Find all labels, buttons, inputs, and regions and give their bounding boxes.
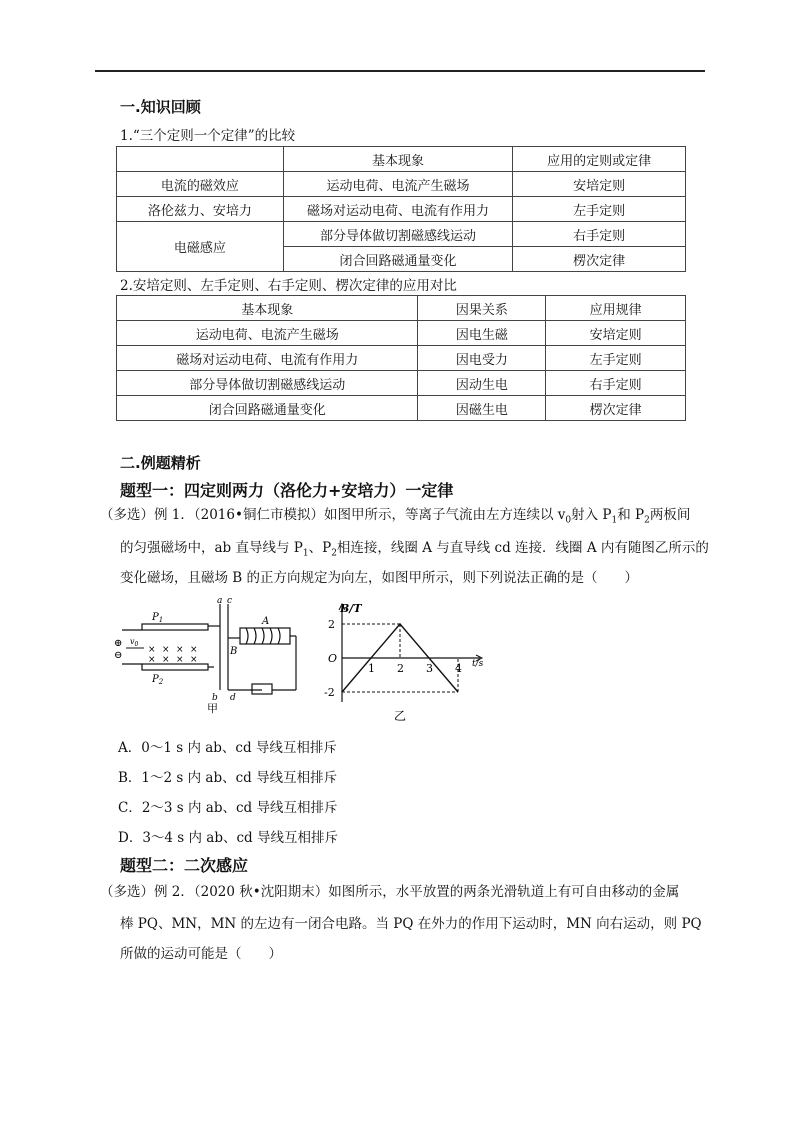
table-cell: 洛伦兹力、安培力 [117, 197, 284, 222]
table-row [117, 197, 686, 222]
table-cell: 左手定则 [546, 346, 686, 371]
option-d[interactable]: D．3～4 s 内 ab、cd 导线互相排斥 [118, 830, 338, 846]
table-cell: 磁场对运动电荷、电流有作用力 [117, 346, 418, 371]
table-cell: 因动生电 [418, 371, 546, 396]
table-cell: 安培定则 [546, 321, 686, 346]
x-tick-label: 4 [455, 662, 462, 675]
table-cell: 电磁感应 [117, 222, 284, 272]
option-a[interactable]: A．0～1 s 内 ab、cd 导线互相排斥 [118, 740, 337, 756]
table-cell: 楞次定律 [513, 247, 686, 272]
y-tick-label: -2 [324, 686, 335, 699]
x-tick-label: 1 [368, 662, 375, 675]
table-cell: 因电受力 [418, 346, 546, 371]
cross-icon: × [162, 645, 170, 655]
table-cell: 运动电荷、电流产生磁场 [283, 172, 513, 197]
cross-icon: × [190, 655, 198, 665]
table-row [117, 371, 686, 396]
origin-label: O [328, 652, 338, 665]
table-cell: 应用的定则或定律 [513, 147, 686, 172]
header-rule [95, 70, 705, 72]
section1-title: 一.知识回顾 [120, 98, 201, 116]
label-c: c [227, 596, 233, 606]
table-cell: 磁场对运动电荷、电流有作用力 [283, 197, 513, 222]
table-row [117, 172, 686, 197]
table-cell: 电流的磁效应 [117, 172, 284, 197]
table-row [117, 396, 686, 421]
table-cell [117, 147, 284, 172]
table-cell: 右手定则 [513, 222, 686, 247]
label-a: a [217, 596, 223, 606]
table-cell: 右手定则 [546, 371, 686, 396]
rheostat [252, 684, 272, 694]
example2-line3: 所做的运动可能是（ ） [120, 946, 282, 962]
example1-line3: 变化磁场，且磁场 B 的正方向规定为向左，如图甲所示，则下列说法正确的是（ ） [120, 570, 639, 586]
plate-p1 [142, 624, 208, 630]
label-v0: $v_0$ [130, 637, 139, 648]
cross-icon: × [176, 655, 184, 665]
table1-caption: 1.“三个定则一个定律”的比较 [120, 128, 296, 144]
table-cell: 部分导体做切割磁感线运动 [283, 222, 513, 247]
table-cell: 左手定则 [513, 197, 686, 222]
cross-icon: × [176, 645, 184, 655]
figure-jia [112, 596, 297, 716]
y-axis-label: B/T [340, 602, 362, 615]
table-row [117, 346, 686, 371]
table-cell: 因电生磁 [418, 321, 546, 346]
option-c[interactable]: C．2～3 s 内 ab、cd 导线互相排斥 [118, 800, 338, 816]
minus-icon: ⊖ [114, 650, 123, 661]
label-coil-a: A [262, 616, 270, 627]
table-cell: 安培定则 [513, 172, 686, 197]
type1-title: 题型一：四定则两力（洛伦力+安培力）一定律 [120, 481, 454, 500]
table-cell: 闭合回路磁通量变化 [283, 247, 513, 272]
x-axis-label: t/s [472, 659, 484, 669]
label-p2: $P_2$ [152, 674, 164, 686]
figure-yi-chart [300, 600, 484, 725]
label-p1: $P_1$ [152, 612, 164, 624]
cross-icon: × [162, 655, 170, 665]
table-row [117, 147, 686, 172]
table-cell: 应用规律 [546, 296, 686, 321]
example1-line2: 的匀强磁场中，ab 直导线与 $P_1$、$P_2$相连接，线圈 A 与直导线 cd 连接．线圈 A 内有随图乙所示的 [120, 540, 709, 559]
example2-line2: 棒 PQ、MN，MN 的左边有一闭合电路。当 PQ 在外力的作用下运动时，MN 向右运动，则 PQ [120, 916, 702, 932]
comparison-table-1 [116, 146, 686, 272]
table2-caption: 2.安培定则、左手定则、右手定则、楞次定律的应用对比 [120, 278, 457, 294]
table-cell: 因磁生电 [418, 396, 546, 421]
table-row [117, 222, 686, 247]
table-cell: 运动电荷、电流产生磁场 [117, 321, 418, 346]
table-cell: 基本现象 [117, 296, 418, 321]
y-tick-label: 2 [328, 618, 335, 631]
table-row [117, 321, 686, 346]
x-tick-label: 3 [426, 662, 433, 675]
table-cell: 因果关系 [418, 296, 546, 321]
example2-line1: （多选）例 2．（2020 秋•沈阳期末）如图所示，水平放置的两条光滑轨道上有可自由移动的金属 [100, 884, 680, 900]
plus-icon: ⊕ [114, 638, 123, 649]
table-cell: 闭合回路磁通量变化 [117, 396, 418, 421]
type2-title: 题型二：二次感应 [120, 856, 249, 875]
table-cell: 基本现象 [283, 147, 513, 172]
label-b-field: B [230, 646, 238, 657]
example1-line1: （多选）例 1．（2016•铜仁市模拟）如图甲所示，等离子气流由左方连续以 $v_0$射入 $P_1$和 $P_2$两板间 [100, 507, 691, 526]
cross-icon: × [148, 645, 156, 655]
option-b[interactable]: B．1～2 s 内 ab、cd 导线互相排斥 [118, 770, 338, 786]
cross-icon: × [148, 655, 156, 665]
x-tick-label: 2 [397, 662, 404, 675]
label-b: b [212, 693, 218, 703]
comparison-table-2 [116, 295, 686, 421]
table-cell: 楞次定律 [546, 396, 686, 421]
figure-jia-caption: 甲 [207, 702, 218, 715]
label-d: d [230, 693, 236, 703]
section2-title: 二.例题精析 [120, 454, 201, 472]
table-cell: 部分导体做切割磁感线运动 [117, 371, 418, 396]
figure-yi-caption: 乙 [394, 709, 407, 723]
table-row [117, 296, 686, 321]
cross-icon: × [190, 645, 198, 655]
